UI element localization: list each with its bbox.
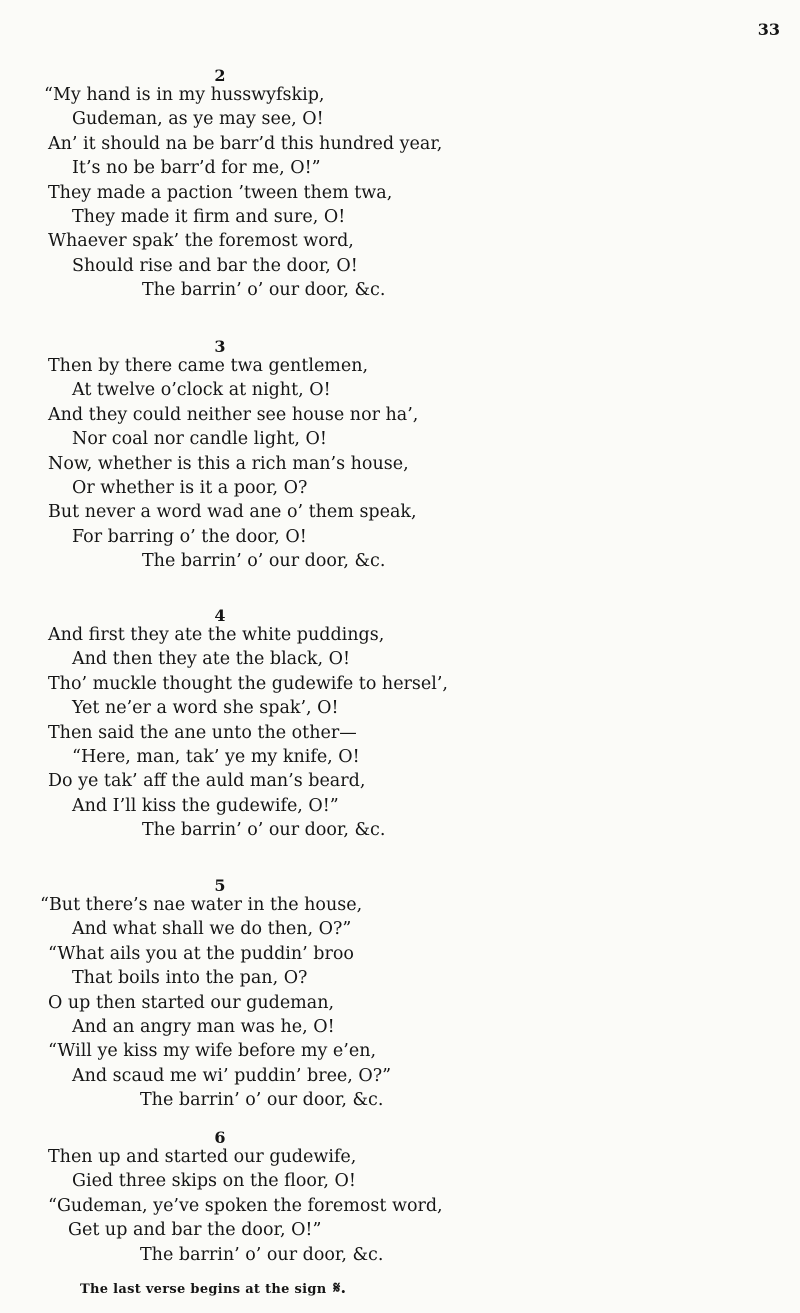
verse-line: Then said the ane unto the other— [48,722,357,743]
verse-line: Do ye tak’ aff the auld man’s beard, [48,771,366,792]
verse-number: 3 [214,337,226,356]
verse-number: 2 [214,66,226,85]
segno-sign: 𝄋. [333,1278,347,1297]
verse-line: Now, whether is this a rich man’s house, [48,453,409,474]
verse-line: And then they ate the black, O! [72,649,351,670]
verse-line: An’ it should na be barr’d this hundred year, [48,133,443,154]
refrain-line: The barrin’ o’ our door, &c. [140,1090,384,1111]
verse-line: “Gudeman, ye’ve spoken the foremost word, [48,1195,443,1216]
verse-line: At twelve o’clock at night, O! [72,380,331,401]
verse-line: Tho’ muckle thought the gudewife to hersel’, [48,673,448,694]
verse-line: Get up and bar the door, O!” [68,1220,322,1241]
refrain-line: The barrin’ o’ our door, &c. [142,820,386,841]
verse-line: Nor coal nor candle light, O! [72,429,327,450]
verse-line: And I’ll kiss the gudewife, O!” [72,795,339,816]
verse-line: Or whether is it a poor, O? [72,478,308,498]
verse-line: And they could neither see house nor ha’, [48,404,419,425]
verse-line: They made it firm and sure, O! [72,207,346,227]
verse-line: “Will ye kiss my wife before my e’en, [48,1041,377,1062]
verse-line: “My hand is in my husswyfskip, [44,85,325,105]
verse-number: 6 [214,1128,226,1147]
footnote-text: The last verse begins at the sign [80,1282,327,1297]
verse-line: Gied three skips on the floor, O! [72,1171,356,1192]
verse-line: Then up and started our gudewife, [48,1147,357,1167]
verse-line: It’s no be barr’d for me, O!” [72,158,321,179]
footnote [80,1278,346,1298]
verse-line: “Here, man, tak’ ye my knife, O! [72,747,360,767]
refrain-line: The barrin’ o’ our door, &c. [142,280,386,301]
verse-line: And scaud me wi’ puddin’ bree, O?” [72,1065,392,1086]
refrain-line: The barrin’ o’ our door, &c. [140,1244,384,1265]
refrain-line: The barrin’ o’ our door, &c. [142,551,386,572]
verse-line: Yet ne’er a word she spak’, O! [72,698,339,719]
verse-line: They made a paction ’tween them twa, [48,182,393,203]
verse-line: Should rise and bar the door, O! [72,255,358,276]
verse-line: And first they ate the white puddings, [48,625,385,645]
verse-line: Gudeman, as ye may see, O! [72,109,324,130]
verse-line: Whaever spak’ the foremost word, [48,231,354,252]
verse-line: And what shall we do then, O?” [72,919,352,940]
verse-line: “What ails you at the puddin’ broo [48,943,354,964]
verse-line: For barring o’ the door, O! [72,526,307,547]
verse-line: But never a word wad ane o’ them speak, [48,502,417,523]
verse-number: 5 [214,876,226,895]
verse-number: 4 [214,606,226,625]
verse-line: That boils into the pan, O? [72,968,308,989]
page-number: 33 [757,20,780,39]
verse-line: Then by there came twa gentlemen, [48,356,369,376]
verse-line: And an angry man was he, O! [72,1017,335,1037]
verse-line: O up then started our gudeman, [48,992,335,1013]
verse-line: “But there’s nae water in the house, [40,895,363,915]
